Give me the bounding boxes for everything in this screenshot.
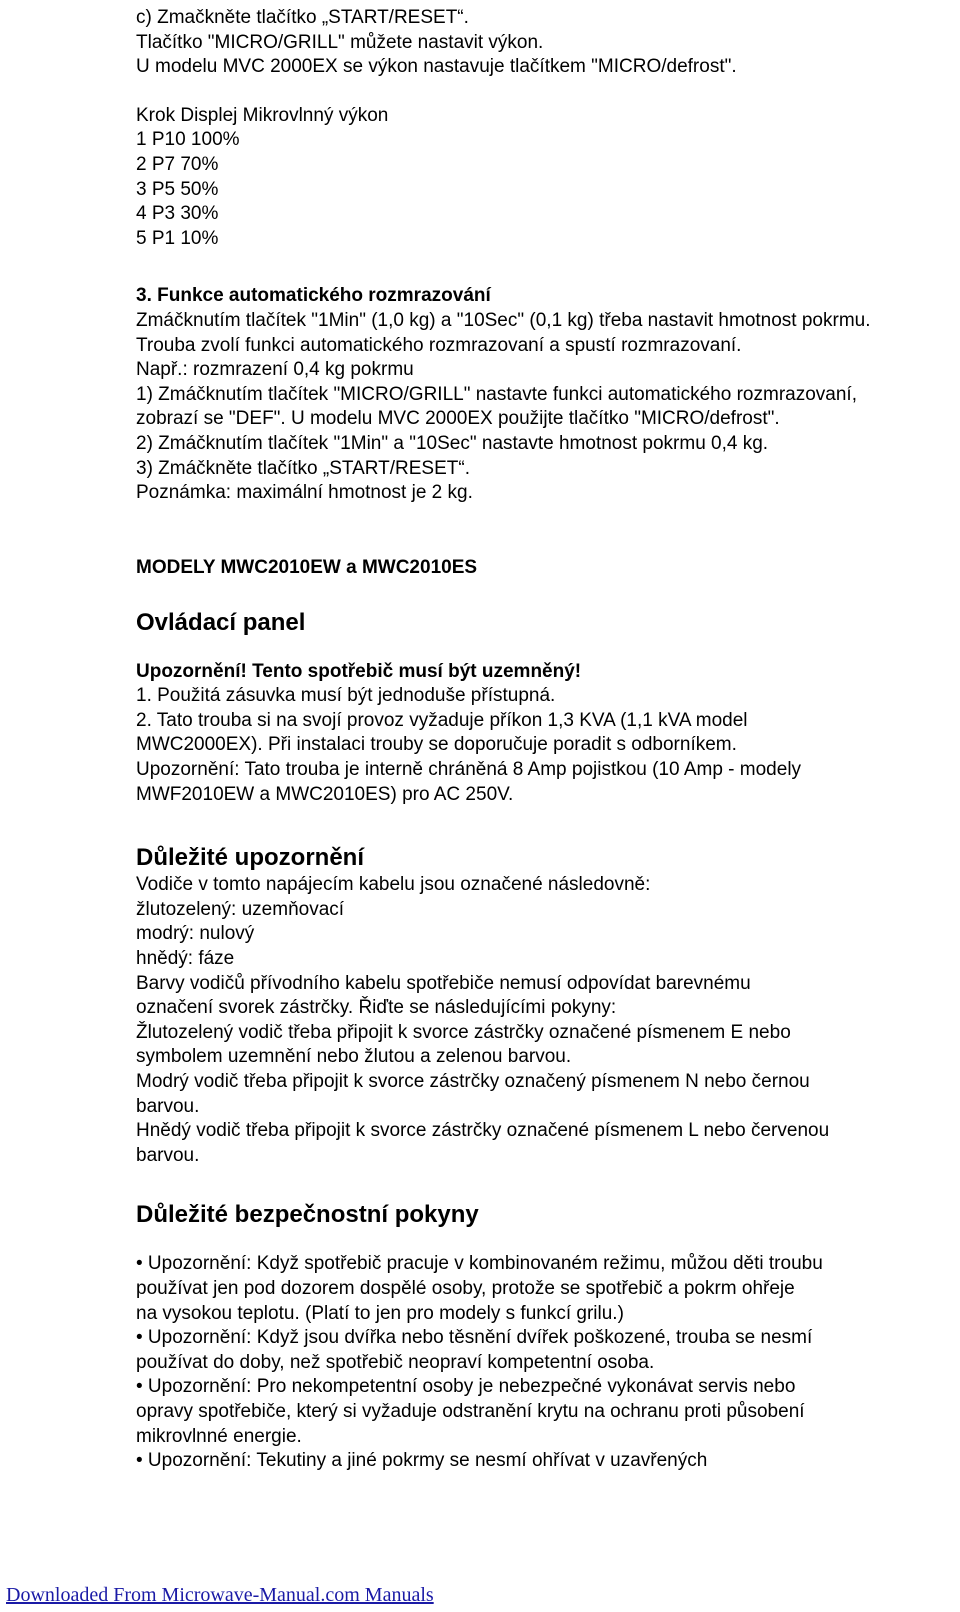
safety-line: • Upozornění: Tekutiny a jiné pokrmy se nesmí ohřívat v uzavřených xyxy=(136,1450,708,1472)
auto-defrost-line: 2) Zmáčknutím tlačítek "1Min" a "10Sec" nastavte hmotnost pokrmu 0,4 kg. xyxy=(136,432,769,454)
safety-line: používat jen pod dozorem dospělé osoby, protože se spotřebič a pokrm ohřeje xyxy=(136,1277,795,1299)
intro-section xyxy=(136,6,946,80)
safety-line: na vysokou teplotu. (Platí to jen pro modely s funkcí grilu.) xyxy=(136,1302,624,1324)
notice-line: žlutozelený: uzemňovací xyxy=(136,898,345,920)
intro-line: Tlačítko "MICRO/GRILL" můžete nastavit výkon. xyxy=(136,31,544,53)
notice-line: Barvy vodičů přívodního kabelu spotřebiče nemusí odpovídat barevnému xyxy=(136,972,751,994)
important-notice-heading: Důležité upozornění xyxy=(136,844,364,872)
grounding-line: MWF2010EW a MWC2010ES) pro AC 250V. xyxy=(136,783,514,805)
auto-defrost-line: Např.: rozmrazení 0,4 kg pokrmu xyxy=(136,359,414,381)
power-table-row: 2 P7 70% xyxy=(136,153,219,175)
auto-defrost-heading: 3. Funkce automatického rozmrazování xyxy=(136,285,491,307)
power-table-row: 3 P5 50% xyxy=(136,178,219,200)
intro-line: U modelu MVC 2000EX se výkon nastavuje tlačítkem "MICRO/defrost". xyxy=(136,56,737,78)
safety-line: mikrovlnné energie. xyxy=(136,1425,302,1447)
notice-line: Modrý vodič třeba připojit k svorce zástrčky označený písmenem N nebo černou xyxy=(136,1071,810,1092)
auto-defrost-line: zobrazí se "DEF". U modelu MVC 2000EX použijte tlačítko "MICRO/defrost". xyxy=(136,408,780,430)
grounding-line: MWC2000EX). Při instalaci trouby se doporučuje poradit s odborníkem. xyxy=(136,734,737,756)
notice-line: barvou. xyxy=(136,1144,200,1166)
power-table-header: Krok Displej Mikrovlnný výkon xyxy=(136,104,389,126)
grounding-warning: Upozornění! Tento spotřebič musí být uzemněný! xyxy=(136,660,582,682)
notice-line: Žlutozelený vodič třeba připojit k svorce zástrčky označené písmenem E nebo xyxy=(136,1021,791,1043)
safety-heading: Důležité bezpečnostní pokyny xyxy=(136,1201,479,1229)
grounding-line: 2. Tato trouba si na svojí provoz vyžaduje příkon 1,3 KVA (1,1 kVA model xyxy=(136,709,748,731)
page-content xyxy=(136,6,946,1474)
auto-defrost-line: 3) Zmáčkněte tlačítko „START/RESET“. xyxy=(136,457,470,479)
safety-line: • Upozornění: Když spotřebič pracuje v kombinovaném režimu, můžou děti troubu xyxy=(136,1253,823,1275)
intro-line: c) Zmačkněte tlačítko „START/RESET“. xyxy=(136,7,469,28)
grounding-line: Upozornění: Tato trouba je interně chráněná 8 Amp pojistkou (10 Amp - modely xyxy=(136,759,802,781)
notice-line: modrý: nulový xyxy=(136,923,255,945)
notice-line: Vodiče v tomto napájecím kabelu jsou označené následovně: xyxy=(136,874,651,896)
notice-line: barvou. xyxy=(136,1095,200,1117)
grounding-section xyxy=(136,660,946,808)
auto-defrost-line: Zmáčknutím tlačítek "1Min" (1,0 kg) a "10Sec" (0,1 kg) třeba nastavit hmotnost pokrmu. xyxy=(136,309,871,331)
grounding-line: 1. Použitá zásuvka musí být jednoduše přístupná. xyxy=(136,685,556,707)
notice-line: symbolem uzemnění nebo žlutou a zelenou barvou. xyxy=(136,1046,572,1068)
power-table-row: 5 P1 10% xyxy=(136,227,219,249)
notice-line: hnědý: fáze xyxy=(136,948,235,970)
models-heading: MODELY MWC2010EW a MWC2010ES xyxy=(136,556,478,578)
auto-defrost-line: 1) Zmáčknutím tlačítek "MICRO/GRILL" nastavte funkci automatického rozmrazovaní, xyxy=(136,383,857,405)
notice-line: Hnědý vodič třeba připojit k svorce zástrčky označené písmenem L nebo červenou xyxy=(136,1120,830,1142)
auto-defrost-line: Trouba zvolí funkci automatického rozmrazovaní a spustí rozmrazovaní. xyxy=(136,334,742,356)
important-notice-section xyxy=(136,843,946,1168)
auto-defrost-line: Poznámka: maximální hmotnost je 2 kg. xyxy=(136,482,473,504)
safety-section xyxy=(136,1200,946,1473)
control-panel-heading: Ovládací panel xyxy=(136,608,306,636)
safety-line: opravy spotřebiče, který si vyžaduje odstranění krytu na ochranu proti působení xyxy=(136,1400,805,1422)
safety-line: používat do doby, než spotřebič neopraví kompetentní osoba. xyxy=(136,1351,655,1373)
safety-line: • Upozornění: Když jsou dvířka nebo těsnění dvířek poškozené, trouba se nesmí xyxy=(136,1327,813,1349)
power-table xyxy=(136,104,946,252)
notice-line: označení svorek zástrčky. Řiďte se následujícími pokyny: xyxy=(136,997,617,1019)
power-table-row: 1 P10 100% xyxy=(136,129,240,151)
power-table-row: 4 P3 30% xyxy=(136,203,219,225)
safety-line: • Upozornění: Pro nekompetentní osoby je nebezpečné vykonávat servis nebo xyxy=(136,1376,796,1398)
download-source-link[interactable]: Downloaded From Microwave-Manual.com Manuals xyxy=(6,1584,434,1606)
auto-defrost-section xyxy=(136,284,946,505)
